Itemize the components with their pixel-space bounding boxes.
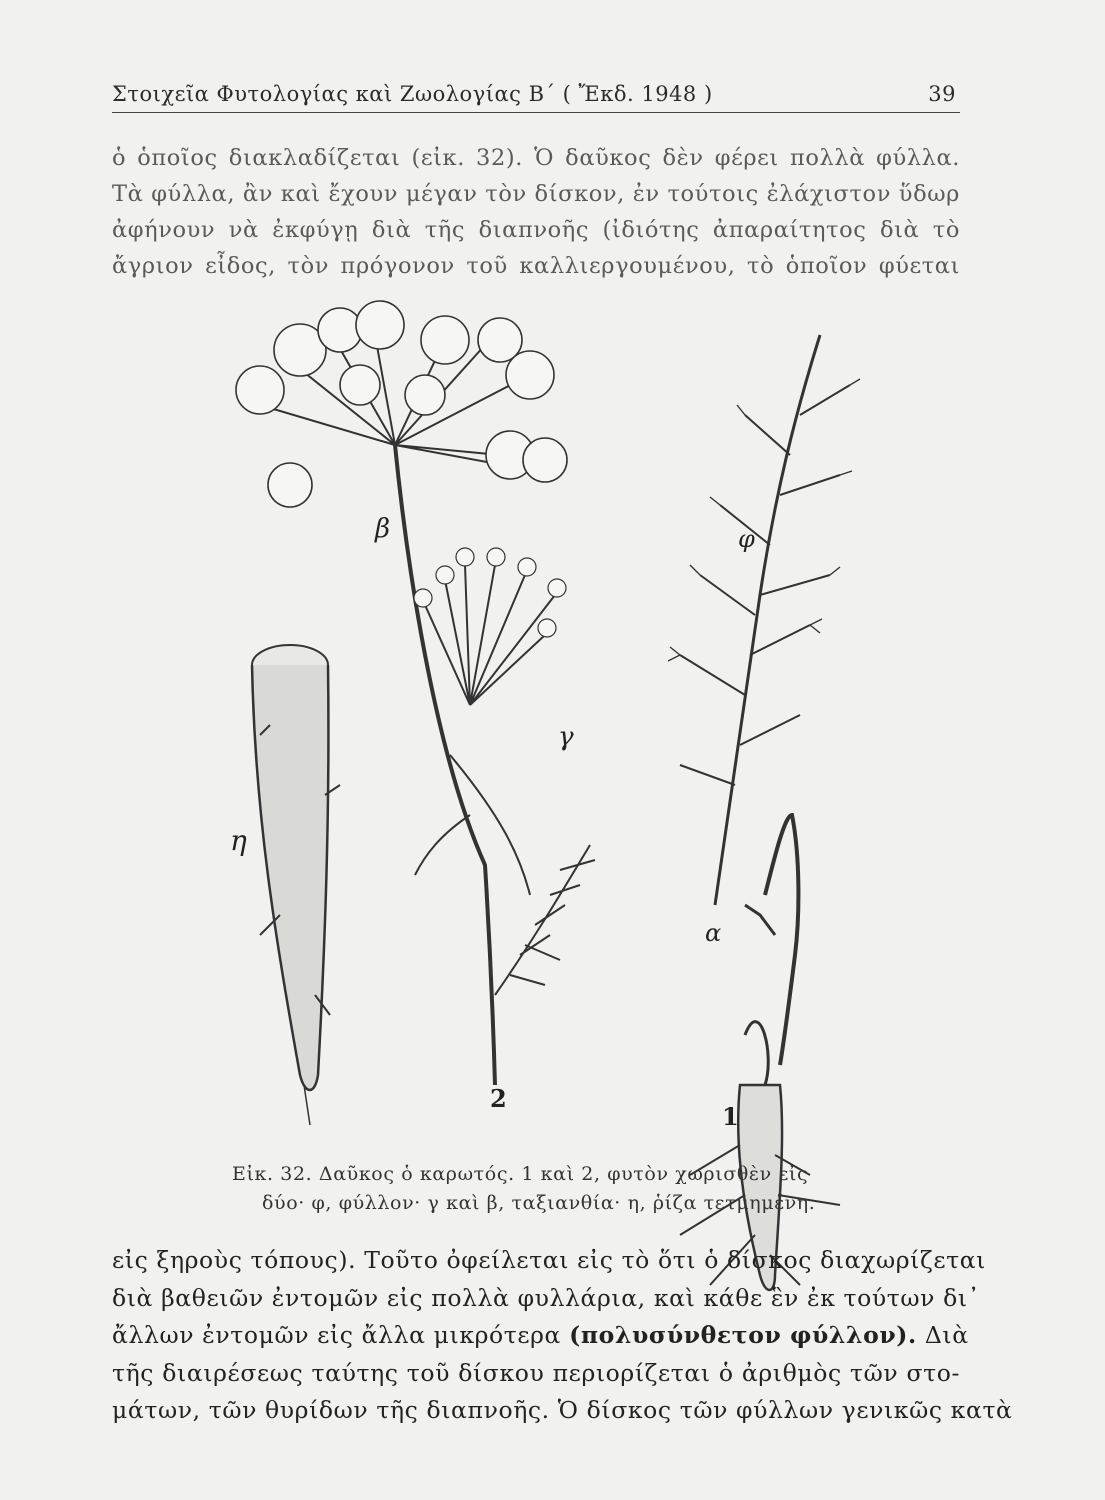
bold-term: (πολυσύνθετον φύλλον). — [569, 1321, 917, 1349]
label-root-alpha: α — [705, 919, 722, 947]
label-gamma: γ — [558, 722, 574, 752]
label-plant-2: 2 — [490, 1084, 507, 1113]
text-segment: Διὰ — [916, 1321, 969, 1349]
text-segment: ἄλλων ἐντομῶν εἰς ἄλλα μικρότερα — [112, 1321, 570, 1349]
caption-line: Εἰκ. 32. Δαῦκος ὁ καρωτός. 1 καὶ 2, φυτὸν χωρισθὲν εἰς — [232, 1163, 809, 1185]
figure-caption — [232, 1160, 872, 1218]
bottom-paragraph — [112, 1242, 1013, 1430]
text-line — [112, 1317, 969, 1355]
page-number: 39 — [928, 82, 956, 106]
top-paragraph — [112, 140, 960, 284]
text-line: εἰς ξηροὺς τόπους). Τοῦτο ὀφείλεται εἰς τὸ ὅτι ὁ δίσκος διαχωρίζεται — [112, 1246, 986, 1274]
label-umbel: β — [375, 514, 391, 544]
text-line: τῆς διαιρέσεως ταύτης τοῦ δίσκου περιορίζεται ὁ ἀριθμὸς τῶν στο- — [112, 1358, 960, 1387]
header-title: Στοιχεῖα Φυτολογίας καὶ Ζωολογίας Β΄ ( Ἔκδ. 1948 ) — [112, 82, 713, 106]
carrot-illustration — [200, 295, 920, 1145]
label-plant-1: 1 — [722, 1102, 739, 1131]
text-line: ἄγριον εἶδος, τὸν πρόγονον τοῦ καλλιεργουμένου, τὸ ὁποῖον φύεται — [112, 253, 960, 279]
label-root-eta: η — [230, 824, 247, 857]
text-line: μάτων, τῶν θυρίδων τῆς διαπνοῆς. Ὁ δίσκος τῶν φύλλων γενικῶς κατὰ — [112, 1396, 1013, 1424]
text-line: Τὰ φύλλα, ἂν καὶ ἔχουν μέγαν τὸν δίσκον, ἐν τούτοις ἐλάχιστον ὕδωρ — [112, 181, 960, 207]
caption-line: δύο· φ, φύλλον· γ καὶ β, ταξιανθία· η, ῥίζα τετμημένη. — [262, 1192, 816, 1214]
running-header — [112, 82, 960, 113]
text-line: ὁ ὁποῖος διακλαδίζεται (εἰκ. 32). Ὁ δαῦκος δὲν φέρει πολλὰ φύλλα. — [112, 145, 960, 171]
text-line: ἀφήνουν νὰ ἐκφύγῃ διὰ τῆς διαπνοῆς (ἰδιότης ἀπαραίτητος διὰ τὸ — [112, 217, 960, 243]
text-line: διὰ βαθειῶν ἐντομῶν εἰς πολλὰ φυλλάρια, καὶ κάθε ἓν ἐκ τούτων δι᾽ — [112, 1283, 981, 1312]
label-leaf-phi: φ — [738, 525, 755, 553]
